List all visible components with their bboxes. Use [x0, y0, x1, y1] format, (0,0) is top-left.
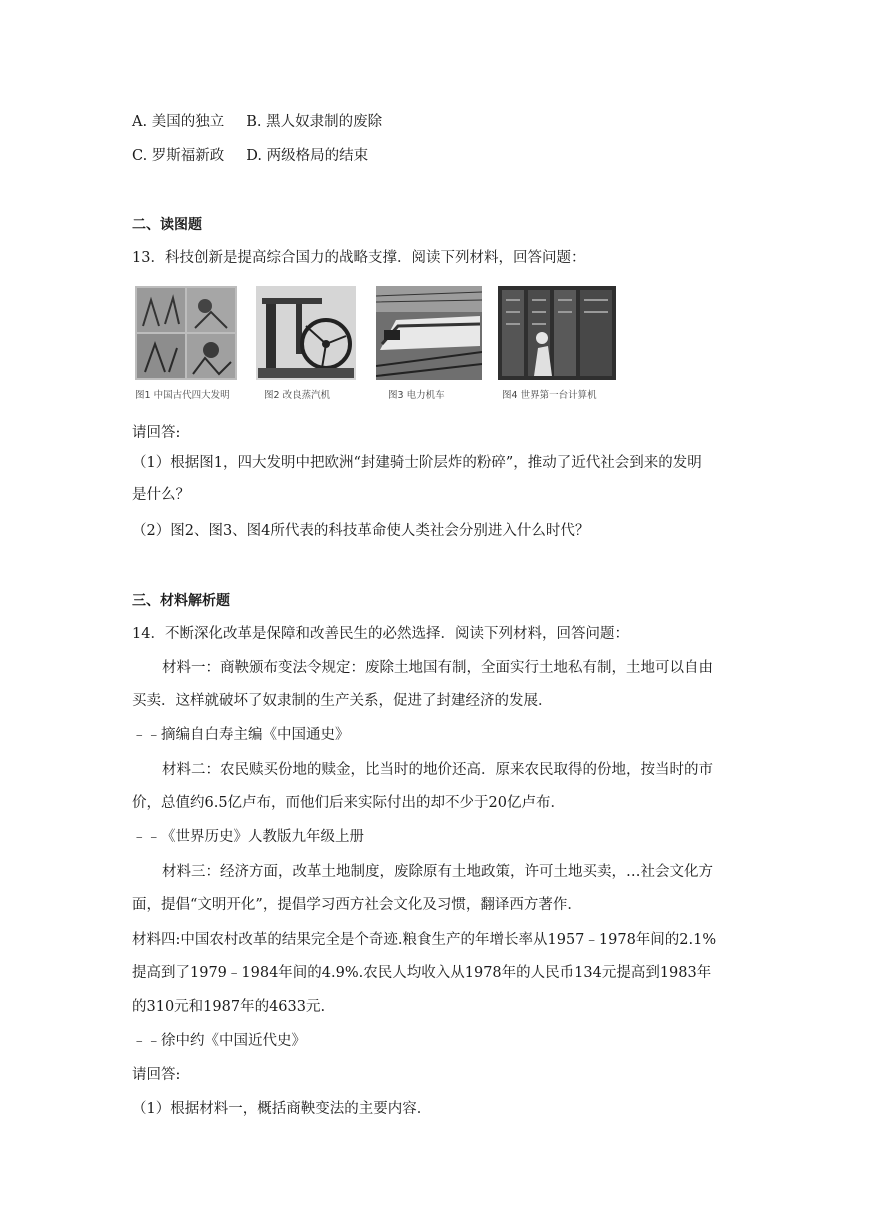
question-13-part-2: （2）图2、图3、图4所代表的科技革命使人类社会分别进入什么时代？ — [132, 523, 590, 539]
material-3-line-2: 面，提倡“文明开化”，提倡学习西方社会文化及习惯，翻译西方著作． — [132, 897, 582, 913]
question-14-part-1: （1）根据材料一，概括商鞅变法的主要内容． — [132, 1101, 432, 1117]
figure-1 — [135, 286, 237, 401]
material-3-line-1: 材料三：经济方面，改革土地制度，废除原有土地政策，许可土地买卖，…社会文化方 — [162, 864, 713, 880]
section-heading-reading-figures: 二、读图题 — [132, 217, 202, 233]
question-14: 14．不断深化改革是保障和改善民生的必然选择．阅读下列材料，回答问题： — [132, 626, 629, 642]
section-heading-material-analysis: 三、材料解析题 — [132, 593, 230, 609]
material-1-line-2: 买卖．这样就破坏了奴隶制的生产关系，促进了封建经济的发展． — [132, 693, 553, 709]
figure-2 — [256, 286, 356, 401]
first-computer-image — [498, 286, 616, 380]
material-2-line-1: 材料二：农民赎买份地的赎金，比当时的地价还高．原来农民取得的份地，按当时的市 — [162, 762, 713, 778]
option-d: D. 两级格局的结束 — [246, 148, 369, 164]
material-4-source: ﹣﹣徐中约《中国近代史》 — [132, 1033, 306, 1049]
option-b: B. 黑人奴隶制的废除 — [246, 114, 383, 130]
option-row-ab — [132, 112, 382, 132]
material-4-line-2: 提高到了1979﹣1984年间的4.9%.农民人均收入从1978年的人民币134元提高到1983年 — [132, 965, 712, 981]
figure-4 — [498, 286, 616, 401]
question-13-part-1-line-1: （1）根据图1，四大发明中把欧洲“封建骑士阶层炸的粉碎”，推动了近代社会到来的发明 — [132, 455, 702, 471]
figure-strip — [132, 286, 622, 406]
four-inventions-image — [135, 286, 237, 380]
material-2-line-2: 价，总值约6.5亿卢布，而他们后来实际付出的却不少于20亿卢布． — [132, 795, 566, 811]
question-13-part-1-line-2: 是什么？ — [132, 487, 190, 503]
figure-3 — [376, 286, 482, 401]
electric-locomotive-image — [376, 286, 482, 380]
figure-2-caption: 图2 改良蒸汽机 — [264, 390, 331, 401]
option-c: C. 罗斯福新政 — [132, 148, 225, 164]
option-a: A. 美国的独立 — [132, 114, 225, 130]
answer-prompt-14: 请回答: — [132, 1067, 181, 1083]
steam-engine-image — [256, 286, 356, 380]
material-1-source: ﹣﹣摘编自白寿主编《中国通史》 — [132, 727, 350, 743]
answer-prompt-13: 请回答: — [132, 425, 181, 441]
figure-1-caption: 图1 中国古代四大发明 — [135, 390, 230, 401]
figure-4-caption: 图4 世界第一台计算机 — [502, 390, 597, 401]
question-13: 13．科技创新是提高综合国力的战略支撑．阅读下列材料，回答问题： — [132, 250, 586, 266]
material-1-line-1: 材料一：商鞅颁布变法令规定：废除土地国有制，全面实行土地私有制，土地可以自由 — [162, 660, 713, 676]
option-row-cd — [132, 146, 368, 166]
material-4-line-3: 的310元和1987年的4633元. — [132, 999, 326, 1015]
material-2-source: ﹣﹣《世界历史》人教版九年级上册 — [132, 829, 364, 845]
figure-3-caption: 图3 电力机车 — [388, 390, 445, 401]
material-4-line-1: 材料四:中国农村改革的结果完全是个奇迹.粮食生产的年增长率从1957﹣1978年间的2.1% — [132, 932, 717, 948]
